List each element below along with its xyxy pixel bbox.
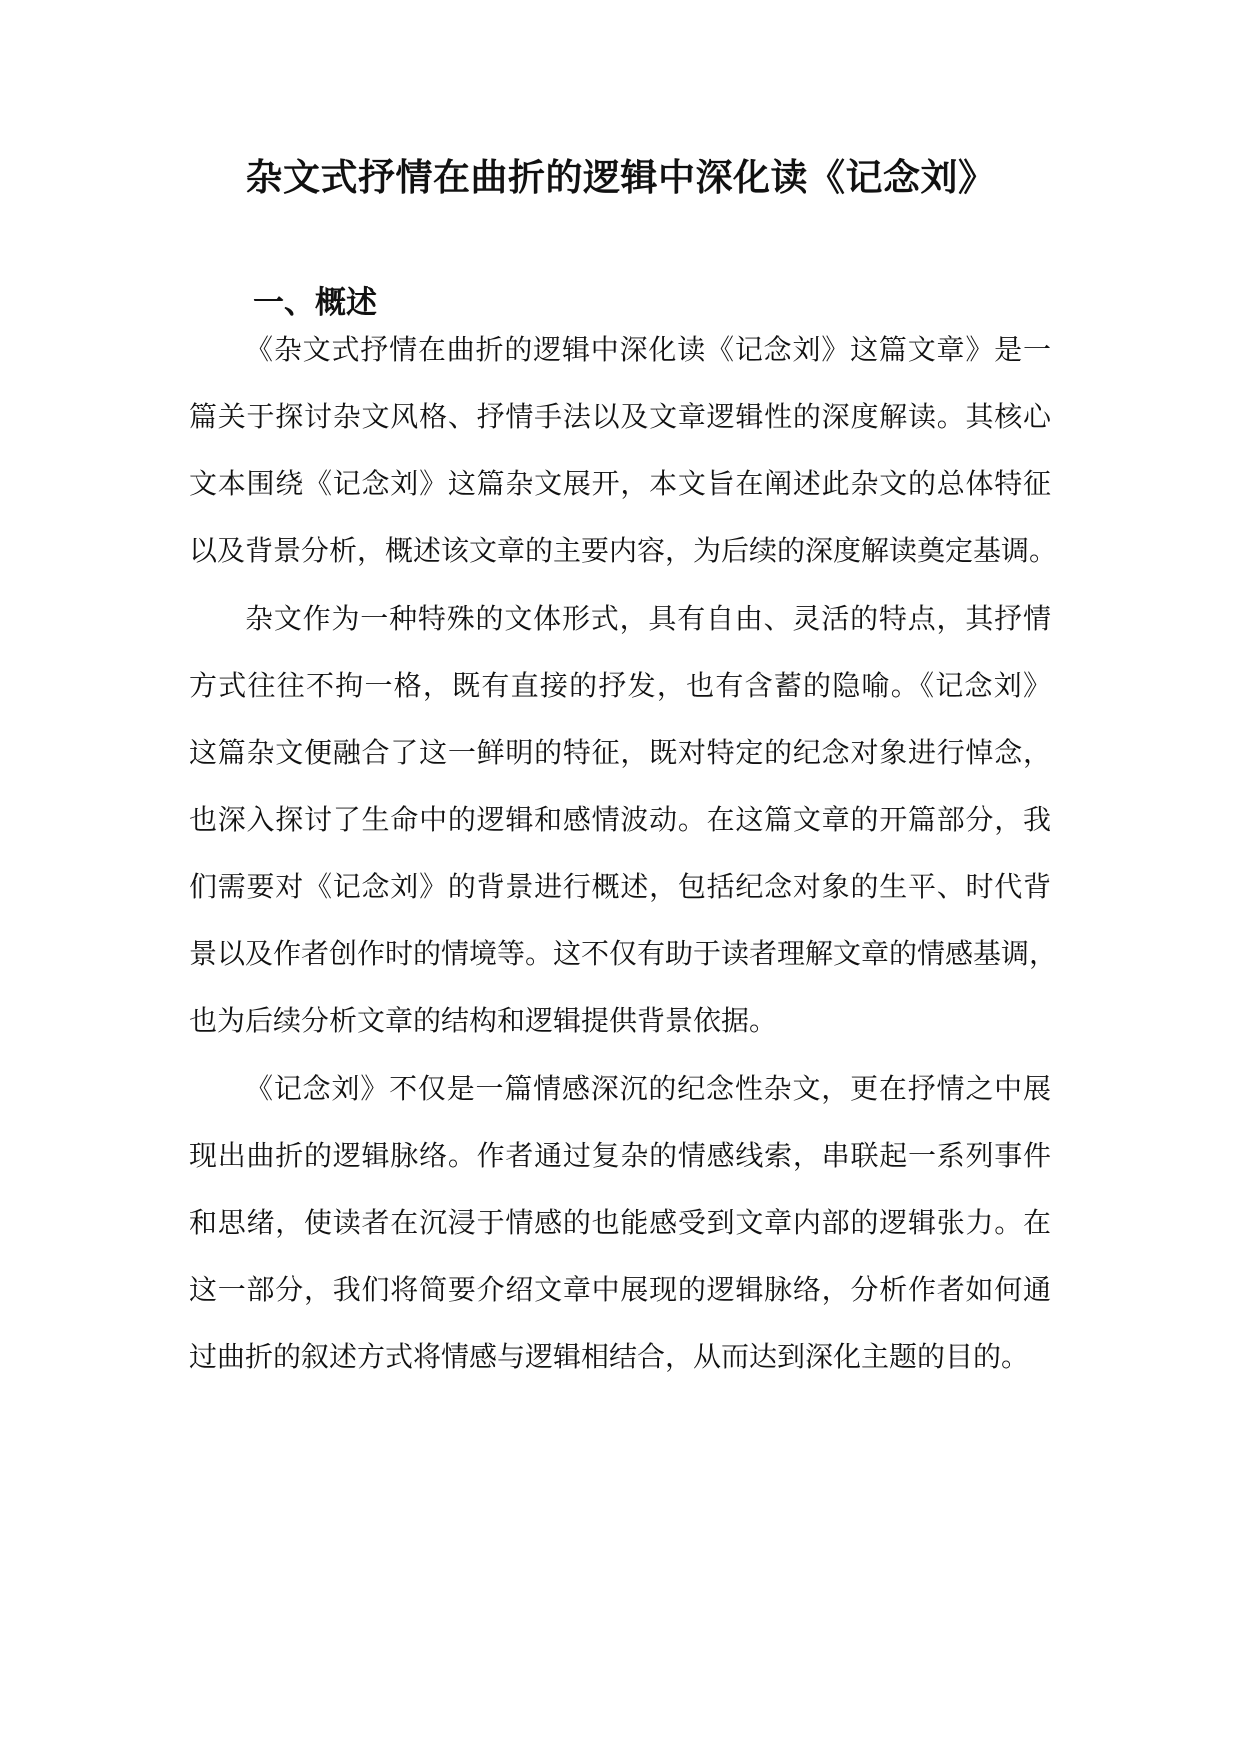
paragraph-3 [189,1055,1051,1390]
paragraph-line: 现出曲折的逻辑脉络。作者通过复杂的情感线索，串联起一系列事件 [189,1139,1051,1172]
page-title: 杂文式抒情在曲折的逻辑中深化读《记念刘》 [245,156,996,199]
paragraph-line: 《记念刘》不仅是一篇情感深沉的纪念性杂文，更在抒情之中展 [245,1072,1051,1105]
paragraph-line: 方式往往不拘一格，既有直接的抒发，也有含蓄的隐喻。《记念刘》 [189,669,1051,702]
paragraph-1 [189,316,1058,584]
paragraph-line: 们需要对《记念刘》的背景进行概述，包括纪念对象的生平、时代背 [189,870,1051,903]
paragraph-line: 和思绪，使读者在沉浸于情感的也能感受到文章内部的逻辑张力。在 [189,1206,1051,1239]
paragraph-line: 也为后续分析文章的结构和逻辑提供背景依据。 [189,1004,778,1037]
paragraph-line: 过曲折的叙述方式将情感与逻辑相结合，从而达到深化主题的目的。 [189,1340,1030,1373]
paragraph-line: 这一部分，我们将简要介绍文章中展现的逻辑脉络，分析作者如何通 [189,1273,1051,1306]
paragraph-line: 景以及作者创作时的情境等。这不仅有助于读者理解文章的情感基调， [189,937,1058,970]
paragraph-line: 也深入探讨了生命中的逻辑和感情波动。在这篇文章的开篇部分，我 [189,803,1051,836]
paragraph-2 [189,585,1058,1054]
paragraph-line: 文本围绕《记念刘》这篇杂文展开，本文旨在阐述此杂文的总体特征 [189,467,1051,500]
section-heading: 一、概述 [253,285,377,321]
paragraph-line: 这篇杂文便融合了这一鲜明的特征，既对特定的纪念对象进行悼念， [189,736,1051,769]
paragraph-line: 杂文作为一种特殊的文体形式，具有自由、灵活的特点，其抒情 [245,602,1051,635]
paragraph-line: 《杂文式抒情在曲折的逻辑中深化读《记念刘》这篇文章》是一 [245,333,1051,366]
paragraph-line: 以及背景分析，概述该文章的主要内容，为后续的深度解读奠定基调。 [189,534,1058,567]
paragraph-line: 篇关于探讨杂文风格、抒情手法以及文章逻辑性的深度解读。其核心 [189,400,1051,433]
